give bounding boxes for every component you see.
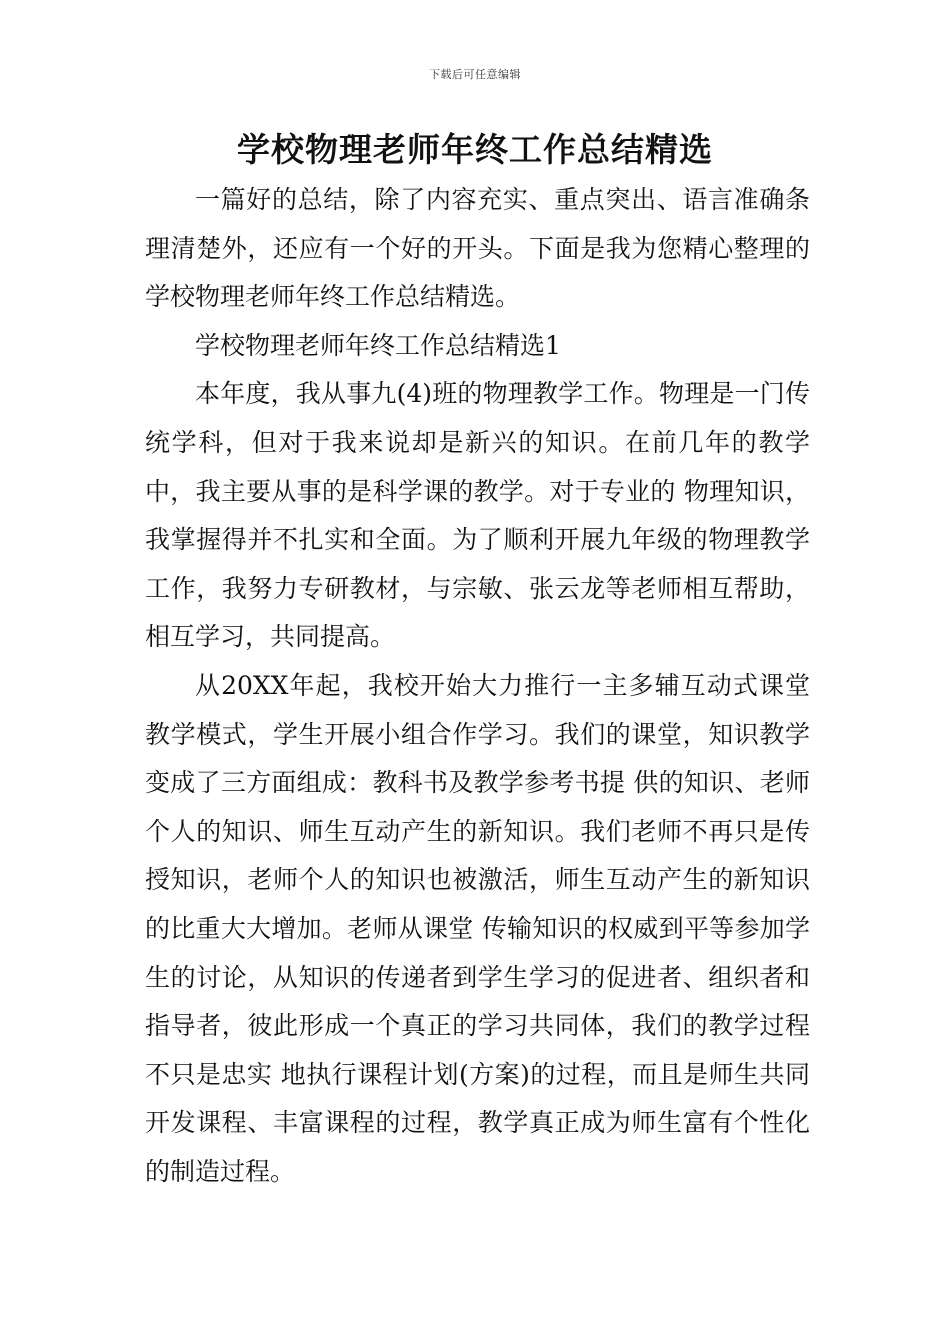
section-heading: 学校物理老师年终工作总结精选1 bbox=[195, 330, 561, 360]
body-paragraph: 本年度，我从事九(4)班的物理教学工作。物理是一门传统学科，但对于我来说却是新兴的知识。在前几年的教学中，我主要从事的是科学课的教学。对于专业的 物理知识，我掌握得并不扎实和全面。为了顺利开展九年级的物理教学工作，我努力专研教材，与宗敏、张云龙等老师相互帮助，相互学习，共同提高。 bbox=[145, 379, 810, 652]
intro-paragraph: 一篇好的总结，除了内容充实、重点突出、语言准确条理清楚外，还应有一个好的开头。下面是我为您精心整理的学校物理老师年终工作总结精选。 bbox=[145, 185, 810, 312]
body-paragraph: 从20XX年起，我校开始大力推行一主多辅互动式课堂教学模式，学生开展小组合作学习。我们的课堂，知识教学变成了三方面组成：教科书及教学参考书提 供的知识、老师个人的知识、师生互动产生的新知识。我们老师不再只是传授知识，老师个人的知识也被激活，师生互动产生的新知识的比重大大增加。老师从课堂 传输知识的权威到平等参加学生的讨论，从知识的传递者到学生学习的促进者、组织者和指导者，彼此形成一个真正的学习共同体，我们的教学过程不只是忠实 地执行课程计划(方案)的过程，而且是师生共同开发课程、丰富课程的过程，教学真正成为师生富有个性化的制造过程。 bbox=[145, 670, 810, 1186]
header-note: 下载后可任意编辑 bbox=[429, 68, 521, 81]
document-body bbox=[145, 176, 810, 1196]
document-title: 学校物理老师年终工作总结精选 bbox=[237, 130, 713, 169]
